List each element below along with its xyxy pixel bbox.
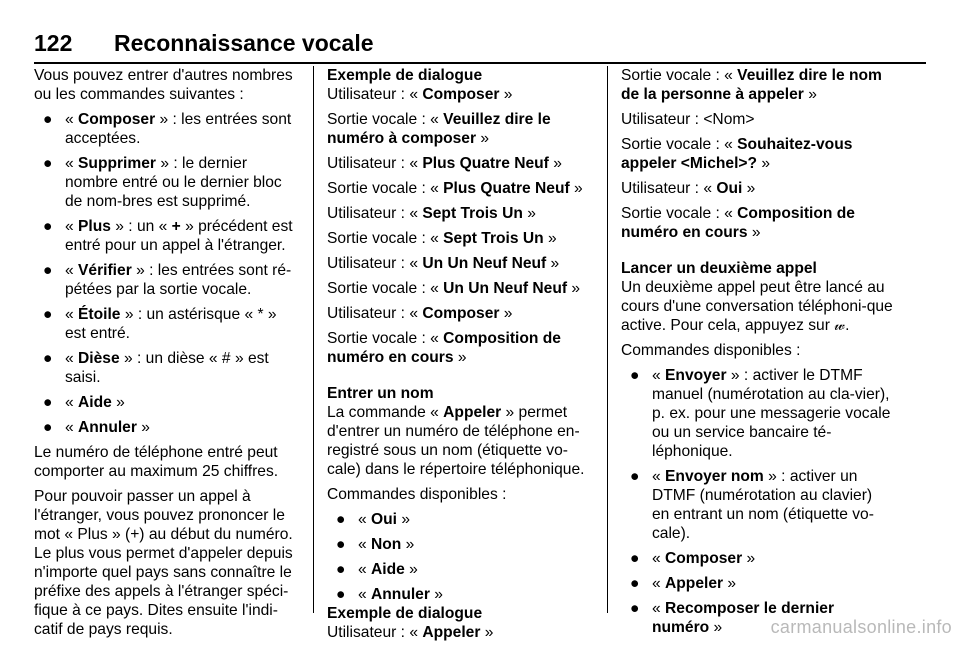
column-divider — [313, 66, 314, 613]
bullet-icon: ● — [43, 155, 53, 172]
bullet-icon: ● — [43, 111, 53, 128]
dialog-line: Sortie vocale : « Souhaitez-vous appeler <Michel>? » — [621, 136, 853, 172]
dialog-line: Sortie vocale : « Sept Trois Un » — [327, 230, 557, 247]
bullet-icon: ● — [630, 600, 640, 617]
bullet-icon: ● — [43, 262, 53, 279]
list-item: ● « Appeler » — [630, 575, 737, 592]
intro-paragraph: Vous pouvez entrer d'autres nombres ou les commandes suivantes : — [34, 67, 293, 103]
dialog-line: Utilisateur : <Nom> — [621, 111, 755, 128]
dialog-line: Utilisateur : « Composer » — [327, 86, 513, 103]
list-item: ● « Dièse » : un dièse « # » est saisi. — [43, 350, 269, 386]
list-item: ● « Aide » — [336, 561, 418, 578]
column-1 — [34, 66, 299, 645]
paragraph: Le numéro de téléphone entré peut comporter au maximum 25 chiffres. — [34, 444, 279, 480]
list-item: ● « Envoyer » : activer le DTMF manuel (numérotation au cla-vier), p. ex. pour une messagerie vocale ou un service bancaire té-léphonique. — [630, 367, 891, 460]
dialog-line: Utilisateur : « Oui » — [621, 180, 756, 197]
bullet-icon: ● — [43, 394, 53, 411]
list-item: ● « Supprimer » : le dernier nombre entré ou le dernier bloc de nom-bres est supprimé. — [43, 155, 282, 210]
list-item: ● « Envoyer nom » : activer un DTMF (numérotation au clavier) en entrant un nom (étiquette vo-cale). — [630, 468, 874, 542]
list-item: ● « Annuler » — [336, 586, 443, 603]
dialog-line: Sortie vocale : « Composition de numéro en cours » — [327, 330, 561, 366]
dialog-line: Sortie vocale : « Plus Quatre Neuf » — [327, 180, 583, 197]
bullet-icon: ● — [43, 350, 53, 367]
page-header — [34, 24, 926, 64]
phone-icon: 𝓌 — [834, 317, 846, 334]
bullet-icon: ● — [336, 511, 346, 528]
list-item: ● « Composer » : les entrées sont acceptées. — [43, 111, 292, 147]
list-item: ● « Composer » — [630, 550, 756, 567]
dialog-line: Utilisateur : « Sept Trois Un » — [327, 205, 536, 222]
section-heading: Exemple de dialogue — [327, 605, 483, 622]
dialog-line: Utilisateur : « Composer » — [327, 305, 513, 322]
paragraph: Commandes disponibles : — [327, 486, 507, 503]
bullet-icon: ● — [43, 419, 53, 436]
dialog-line: Sortie vocale : « Veuillez dire le numéro à composer » — [327, 111, 551, 147]
dialog-line: Sortie vocale : « Composition de numéro en cours » — [621, 205, 855, 241]
list-item: ● « Aide » — [43, 394, 125, 411]
column-divider — [607, 66, 608, 613]
section-heading: Entrer un nom — [327, 385, 434, 402]
column-2 — [327, 66, 595, 648]
dialog-line: Utilisateur : « Un Un Neuf Neuf » — [327, 255, 560, 272]
chapter-title: Reconnaissance vocale — [114, 30, 374, 56]
paragraph: Un deuxième appel peut être lancé au cours d'une conversation téléphoni-que active. Pour cela, appuyez sur 𝓌. — [621, 279, 893, 334]
column-3 — [621, 66, 893, 643]
section-heading: Lancer un deuxième appel — [621, 260, 817, 277]
section-heading: Exemple de dialogue — [327, 67, 483, 84]
command-list — [621, 366, 893, 637]
bullet-icon: ● — [630, 575, 640, 592]
bullet-icon: ● — [336, 536, 346, 553]
paragraph: Commandes disponibles : — [621, 342, 801, 359]
paragraph: La commande « Appeler » permet d'entrer un numéro de téléphone en-registré sous un nom (étiquette vo-cale) dans le répertoire téléphonique. — [327, 404, 585, 478]
bullet-icon: ● — [336, 586, 346, 603]
paragraph: Pour pouvoir passer un appel à l'étranger, vous pouvez prononcer le mot « Plus » (+) au début du numéro. Le plus vous permet d'appeler depuis n'importe quel pays sans connaître le préfixe des appels à l'étranger spéci-fique à ce pays. Dites ensuite l'indi-catif de pays requis. — [34, 488, 293, 638]
bullet-icon: ● — [630, 550, 640, 567]
watermark: carmanualsonline.info — [770, 617, 952, 637]
command-list — [34, 110, 299, 437]
bullet-icon: ● — [630, 367, 640, 384]
dialog-line: Utilisateur : « Appeler » — [327, 624, 494, 641]
dialog-line: Sortie vocale : « Un Un Neuf Neuf » — [327, 280, 581, 297]
list-item: ● « Plus » : un « + » précédent est entré pour un appel à l'étranger. — [43, 218, 293, 254]
list-item: ● « Annuler » — [43, 419, 150, 436]
list-item: ● « Vérifier » : les entrées sont ré-pétées par la sortie vocale. — [43, 262, 292, 298]
list-item: ● « Recomposer le dernier numéro » — [630, 600, 835, 636]
bullet-icon: ● — [43, 218, 53, 235]
dialog-line: Sortie vocale : « Veuillez dire le nom de la personne à appeler » — [621, 67, 882, 103]
page-number: 122 — [34, 30, 73, 56]
bullet-icon: ● — [43, 306, 53, 323]
list-item: ● « Non » — [336, 536, 415, 553]
list-item: ● « Oui » — [336, 511, 411, 528]
command-list — [327, 510, 595, 604]
bullet-icon: ● — [336, 561, 346, 578]
dialog-line: Utilisateur : « Plus Quatre Neuf » — [327, 155, 562, 172]
header-rule — [34, 62, 926, 64]
list-item: ● « Étoile » : un astérisque « * » est entré. — [43, 306, 277, 342]
bullet-icon: ● — [630, 468, 640, 485]
